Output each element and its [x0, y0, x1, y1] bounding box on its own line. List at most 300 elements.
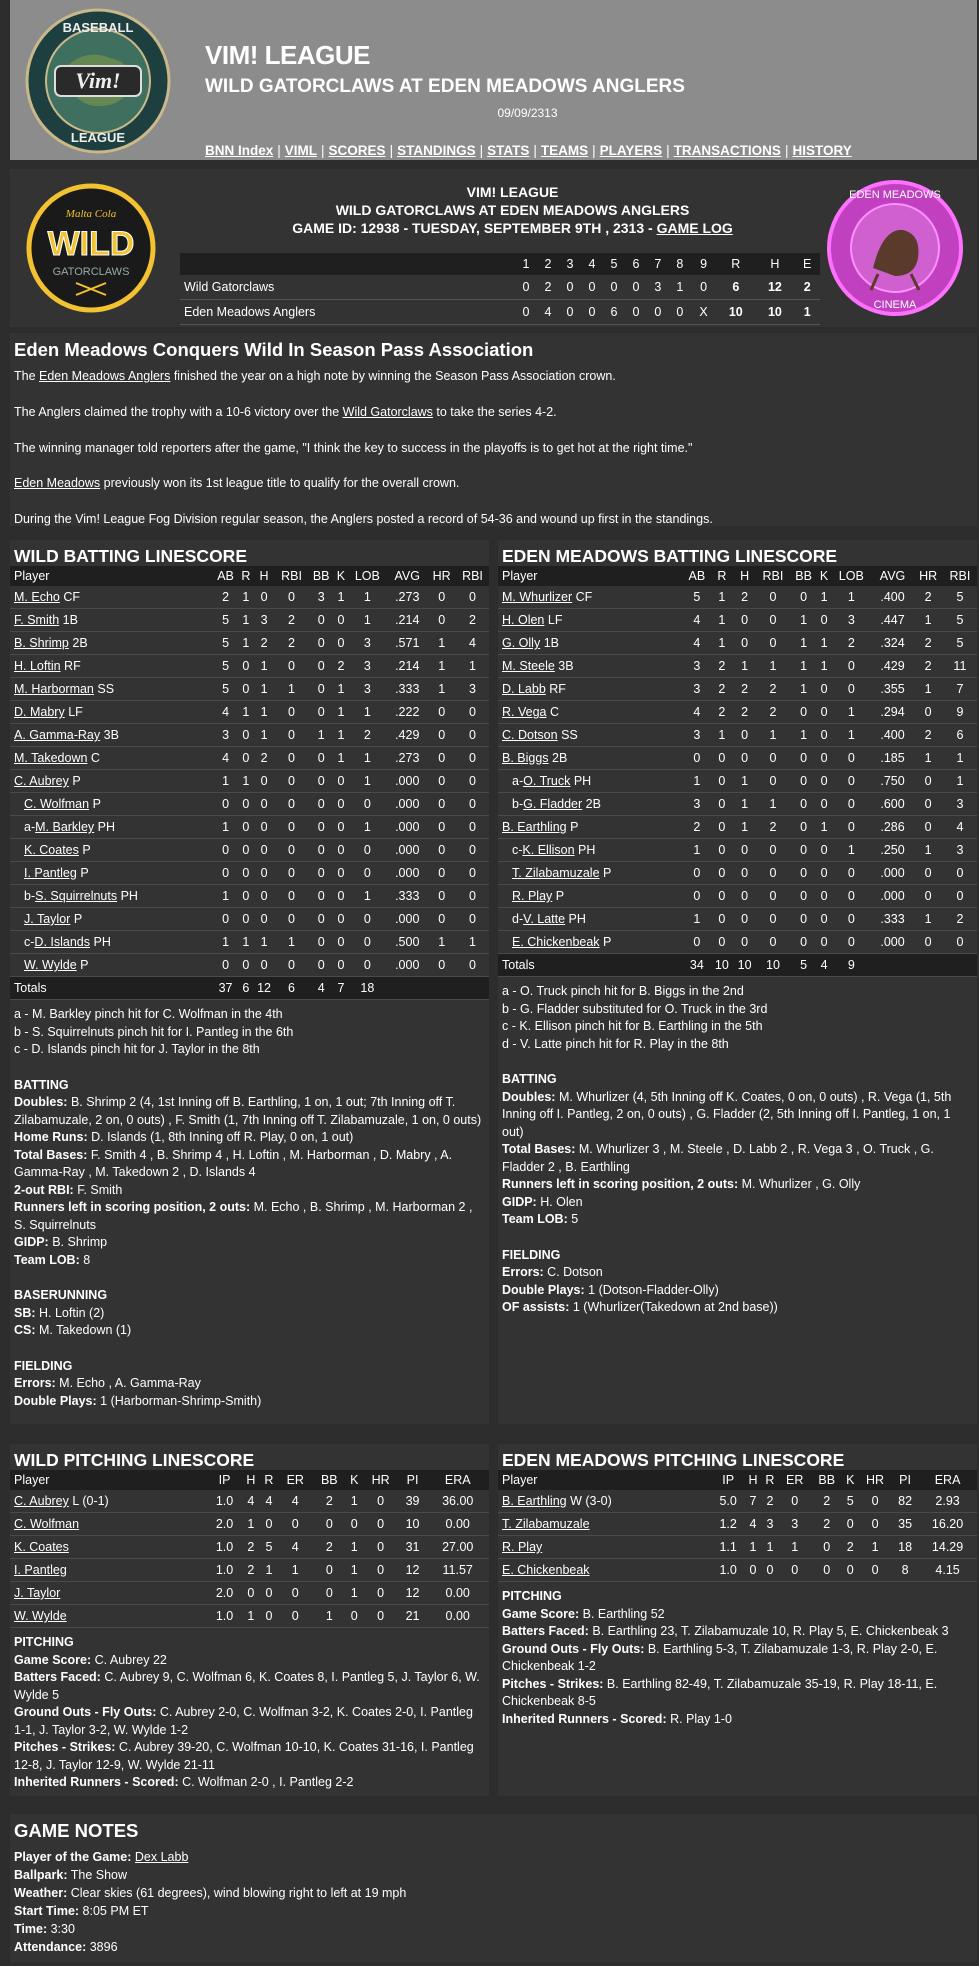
totals-cell: 37	[212, 977, 238, 1000]
box-linescore	[180, 253, 820, 325]
linescore-header: R	[716, 253, 755, 275]
player-cell	[498, 931, 683, 954]
totals-cell	[872, 954, 914, 977]
player-link[interactable]: B. Earthling	[502, 820, 567, 834]
stat-cell: .000	[872, 862, 914, 885]
stat-cell: 0	[456, 908, 489, 931]
svg-text:Vim!: Vim!	[75, 68, 121, 93]
stat-cell: 0	[790, 931, 817, 954]
stat-cell: 4	[212, 701, 238, 724]
stat-cell: 0	[733, 724, 756, 747]
player-link[interactable]: C. Aubrey	[14, 774, 69, 788]
stat-cell: 1	[348, 885, 388, 908]
column-header: HR	[858, 1470, 892, 1490]
attendance: Attendance: 3896	[14, 1940, 118, 1954]
stat-cell: 0	[253, 793, 275, 816]
stat-cell: 1	[253, 931, 275, 954]
linescore-header: 4	[581, 253, 603, 275]
stat-cell: 0	[239, 839, 253, 862]
totals-cell	[387, 977, 427, 1000]
player-link[interactable]: G. Olly	[502, 636, 541, 650]
pitcher-cell	[10, 1582, 207, 1605]
table-row	[10, 862, 489, 885]
stat-cell: 0	[427, 954, 456, 977]
stat-cell: 0	[756, 931, 790, 954]
column-header: ERA	[426, 1470, 489, 1490]
stat-cell: 2	[831, 632, 872, 655]
player-link[interactable]: K. Coates	[24, 843, 79, 857]
stat-cell: 0	[831, 655, 872, 678]
stat-cell: 0	[456, 862, 489, 885]
table-row	[10, 1513, 489, 1536]
player-position: LF	[68, 705, 83, 719]
player-link[interactable]: B. Shrimp	[14, 636, 69, 650]
player-link[interactable]: R. Vega	[502, 705, 547, 719]
player-position: C	[549, 705, 559, 719]
player-link[interactable]: K. Ellison	[522, 843, 575, 857]
game-score-note: Game Score: B. Earthling 52	[502, 1606, 665, 1621]
stat-cell: 0	[334, 862, 347, 885]
stat-cell: 1	[348, 586, 388, 609]
player-link[interactable]: T. Zilabamuzale	[512, 866, 600, 880]
player-link[interactable]: O. Truck	[523, 774, 571, 788]
pitcher-link[interactable]: E. Chickenbeak	[502, 1563, 590, 1577]
pitcher-link[interactable]: K. Coates	[14, 1540, 69, 1554]
stat-cell: 0	[913, 862, 943, 885]
stat-cell: 1	[348, 609, 388, 632]
stat-cell: 0	[456, 701, 489, 724]
eden-batting-title: EDEN MEADOWS BATTING LINESCORE	[502, 546, 838, 566]
table-row	[498, 1490, 977, 1513]
nav-link-viml[interactable]: VIML	[284, 143, 318, 158]
stat-cell: 0	[778, 1490, 811, 1513]
player-cell	[498, 885, 683, 908]
stat-cell: 1	[913, 747, 943, 770]
stat-cell: .400	[872, 724, 914, 747]
stat-cell: 1	[683, 908, 710, 931]
game-id-line: GAME ID: 12938 - TUESDAY, SEPTEMBER 9TH , 2313 - GAME LOG	[292, 220, 733, 236]
stat-cell: 0	[817, 885, 831, 908]
player-link[interactable]: I. Pantleg	[24, 866, 77, 880]
linescore-header: 1	[515, 253, 537, 275]
stat-cell: 0	[313, 1582, 346, 1605]
stat-cell: 1	[761, 1536, 778, 1559]
stat-cell: 0	[275, 655, 308, 678]
stat-cell: .214	[387, 609, 427, 632]
game-notes-body	[14, 1848, 406, 1956]
stat-cell: 1	[943, 747, 977, 770]
stat-cell: 1	[711, 586, 734, 609]
stat-cell: 1.2	[712, 1513, 745, 1536]
player-link[interactable]: G. Fladder	[523, 797, 583, 811]
column-header: H	[253, 566, 275, 586]
stat-cell: 0	[711, 839, 734, 862]
player-link[interactable]: D. Islands	[34, 935, 91, 949]
stat-cell: 12	[399, 1559, 427, 1582]
stat-cell: 0	[711, 908, 734, 931]
stat-cell: 1	[212, 816, 238, 839]
player-position: P	[555, 889, 565, 903]
pitcher-cell	[498, 1513, 712, 1536]
column-header: LOB	[348, 566, 388, 586]
stat-cell: 21	[399, 1605, 427, 1628]
stat-cell: 1	[790, 678, 817, 701]
stat-cell: 2	[348, 724, 388, 747]
stat-cell: 0	[348, 954, 388, 977]
totals-cell: 4	[817, 954, 831, 977]
stat-cell: 0	[275, 793, 308, 816]
player-link[interactable]: D. Labb	[502, 682, 546, 696]
player-link[interactable]: H. Loftin	[14, 659, 61, 673]
column-header: Player	[498, 566, 683, 586]
player-link[interactable]: J. Taylor	[24, 912, 71, 926]
stat-cell: 0	[239, 655, 253, 678]
table-row	[10, 1490, 489, 1513]
of-assists-note: OF assists: 1 (Whurlizer(Takedown at 2nd base))	[502, 1300, 778, 1314]
pitcher-cell	[10, 1559, 207, 1582]
stat-cell: 0	[858, 1513, 892, 1536]
nav-separator: |	[666, 143, 670, 158]
stat-cell: 1	[756, 655, 790, 678]
table-row	[498, 931, 977, 954]
stat-cell: 4	[456, 632, 489, 655]
column-header: RBI	[275, 566, 308, 586]
table-row	[10, 586, 489, 609]
stat-cell: 0	[239, 747, 253, 770]
stat-cell: .000	[387, 770, 427, 793]
player-of-game-link[interactable]: Dex Labb	[134, 1850, 189, 1864]
pitcher-link[interactable]: W. Wylde	[14, 1609, 67, 1623]
stat-cell: 1	[242, 1605, 260, 1628]
wild-footnotes	[14, 1006, 485, 1059]
player-position: CF	[575, 590, 593, 604]
stat-cell: 3	[943, 793, 977, 816]
player-position: PH	[93, 935, 111, 949]
stat-cell: 0	[308, 747, 334, 770]
column-header: Player	[498, 1470, 712, 1490]
stat-cell: 1	[427, 632, 456, 655]
stat-cell: 0	[260, 1582, 278, 1605]
stat-cell: 2	[913, 655, 943, 678]
player-position: P	[82, 843, 91, 857]
column-header: RBI	[943, 566, 977, 586]
player-link[interactable]: H. Olen	[502, 613, 545, 627]
stat-cell: 1	[334, 701, 347, 724]
player-position: PH	[573, 774, 592, 788]
player-cell	[10, 816, 212, 839]
stat-cell: 0	[790, 885, 817, 908]
player-link[interactable]: R. Play	[512, 889, 553, 903]
totals-cell: Totals	[10, 977, 212, 1000]
nav-link-standings[interactable]: STANDINGS	[397, 143, 476, 158]
game-summary-panel	[10, 169, 977, 327]
stat-cell: 0	[253, 839, 275, 862]
stat-cell: 18	[892, 1536, 918, 1559]
pitcher-link[interactable]: R. Play	[502, 1540, 543, 1554]
player-link[interactable]: A. Gamma-Ray	[14, 728, 101, 742]
wild-batting-notes	[10, 1000, 489, 1416]
player-link[interactable]: B. Biggs	[502, 751, 549, 765]
stat-cell: 2	[253, 747, 275, 770]
stat-cell: 0	[308, 609, 334, 632]
game-matchup: WILD GATORCLAWS AT EDEN MEADOWS ANGLERS	[335, 202, 690, 218]
stat-cell: 2	[212, 586, 238, 609]
pitcher-link[interactable]: I. Pantleg	[14, 1563, 67, 1577]
stat-cell: 0	[308, 678, 334, 701]
stat-cell: 0	[427, 908, 456, 931]
sub-prefix: b-	[24, 889, 36, 903]
stat-cell: 0	[278, 1605, 313, 1628]
stat-cell: 0	[334, 770, 347, 793]
player-link[interactable]: C. Wolfman	[24, 797, 90, 811]
stat-cell: 2	[711, 678, 734, 701]
stat-cell: 1.0	[207, 1605, 242, 1628]
player-link[interactable]: V. Latte	[523, 912, 566, 926]
stat-cell: 0	[817, 793, 831, 816]
player-link[interactable]: C. Dotson	[502, 728, 558, 742]
player-link[interactable]: M. Whurlizer	[502, 590, 573, 604]
column-header: AB	[212, 566, 238, 586]
inning-score: 0	[559, 275, 581, 300]
stat-cell: 0	[842, 1513, 858, 1536]
stat-cell: 1	[913, 908, 943, 931]
player-link[interactable]: M. Harborman	[14, 682, 94, 696]
stat-cell: 0	[842, 1559, 858, 1582]
pitching-notes-heading: PITCHING	[14, 1635, 74, 1649]
player-position: P	[570, 820, 579, 834]
player-cell	[10, 931, 212, 954]
player-link[interactable]: M. Takedown	[14, 751, 88, 765]
footnote: b - S. Squirrelnuts pinch hit for I. Pantleg in the 6th	[14, 1024, 294, 1039]
stat-cell: 2.0	[207, 1582, 242, 1605]
wild-batting-panel	[10, 540, 489, 1424]
stat-cell: 0	[761, 1559, 778, 1582]
stat-cell: 0	[817, 701, 831, 724]
stat-cell: 0	[363, 1582, 399, 1605]
stat-cell: 3	[683, 655, 710, 678]
player-cell	[498, 862, 683, 885]
game-log-link[interactable]: GAME LOG	[656, 220, 733, 236]
stat-cell: 3	[348, 632, 388, 655]
nav-link-scores[interactable]: SCORES	[328, 143, 386, 158]
stat-cell: 0	[711, 816, 734, 839]
player-link[interactable]: S. Squirrelnuts	[35, 889, 118, 903]
linescore-header: 6	[625, 253, 647, 275]
stat-cell: 0	[253, 770, 275, 793]
stat-cell: 0	[733, 862, 756, 885]
player-link[interactable]: M. Echo	[14, 590, 60, 604]
pitcher-link[interactable]: J. Taylor	[14, 1586, 61, 1600]
totals-cell: 12	[253, 977, 275, 1000]
stat-cell: 1	[313, 1605, 346, 1628]
pitcher-link[interactable]: C. Wolfman	[14, 1517, 80, 1531]
stat-cell: 0	[212, 839, 238, 862]
table-row	[498, 747, 977, 770]
player-cell	[498, 701, 683, 724]
wild-team-link[interactable]: Wild Gatorclaws	[342, 405, 433, 419]
column-header: BB	[308, 566, 334, 586]
stat-cell: 5.0	[712, 1490, 745, 1513]
nav-link-players[interactable]: PLAYERS	[599, 143, 663, 158]
stat-cell: 3	[683, 793, 710, 816]
stat-cell: 0	[733, 747, 756, 770]
stat-cell: 1	[275, 931, 308, 954]
stat-cell: 0.00	[426, 1513, 489, 1536]
stat-cell: .600	[872, 793, 914, 816]
table-row	[498, 724, 977, 747]
stat-cell: 0	[711, 885, 734, 908]
stat-cell: 82	[892, 1490, 918, 1513]
stat-cell: 4	[260, 1490, 278, 1513]
column-header: BB	[790, 566, 817, 586]
column-header: K	[346, 1470, 363, 1490]
stat-cell: 0	[308, 770, 334, 793]
stat-cell: 0	[831, 862, 872, 885]
inning-score: 1	[669, 275, 691, 300]
player-cell	[10, 724, 212, 747]
footnote: d - V. Latte pinch hit for R. Play in the 8th	[502, 1036, 729, 1051]
column-header: H	[744, 1470, 761, 1490]
footnote: b - G. Fladder substituted for O. Truck in the 3rd	[502, 1001, 768, 1016]
stat-cell: 1.0	[207, 1490, 242, 1513]
stat-cell: 0	[733, 632, 756, 655]
stat-cell: 1	[253, 724, 275, 747]
stat-cell: 4	[683, 701, 710, 724]
stat-cell: 0	[456, 747, 489, 770]
stat-cell: 0	[427, 770, 456, 793]
stat-cell: 0	[308, 931, 334, 954]
nav-link-teams[interactable]: TEAMS	[540, 143, 589, 158]
stat-cell: 1	[456, 931, 489, 954]
stat-cell: .750	[872, 770, 914, 793]
player-cell	[10, 655, 212, 678]
stat-cell: 7	[943, 678, 977, 701]
stat-cell: 0	[858, 1490, 892, 1513]
player-link[interactable]: D. Mabry	[14, 705, 65, 719]
sub-prefix: a-	[24, 820, 36, 834]
nav-link-stats[interactable]: STATS	[487, 143, 530, 158]
stat-cell: 10	[399, 1513, 427, 1536]
player-link[interactable]: F. Smith	[14, 613, 60, 627]
table-row	[498, 586, 977, 609]
stat-cell: 2	[811, 1490, 842, 1513]
stat-cell: 0	[242, 1582, 260, 1605]
stat-cell: 8	[892, 1559, 918, 1582]
stat-cell: 0	[831, 931, 872, 954]
linescore-header: 5	[603, 253, 625, 275]
stat-cell: 0	[363, 1513, 399, 1536]
stat-cell: 0	[790, 586, 817, 609]
table-row	[498, 655, 977, 678]
stat-cell: 2	[756, 678, 790, 701]
stat-cell: 0	[275, 954, 308, 977]
inning-score: 0	[603, 275, 625, 300]
column-header: IP	[712, 1470, 745, 1490]
player-link[interactable]: M. Barkley	[35, 820, 95, 834]
stat-cell: 2	[756, 816, 790, 839]
pitcher-link[interactable]: B. Earthling	[502, 1494, 567, 1508]
column-header: RBI	[456, 566, 489, 586]
stat-cell: 1	[239, 701, 253, 724]
player-cell	[498, 678, 683, 701]
stat-cell: 0	[239, 724, 253, 747]
nav-link-history[interactable]: HISTORY	[792, 143, 852, 158]
stat-cell: 0	[733, 839, 756, 862]
table-row	[10, 701, 489, 724]
story-headline: Eden Meadows Conquers Wild In Season Pass Association	[14, 339, 534, 360]
player-link[interactable]: E. Chickenbeak	[512, 935, 600, 949]
league-logo[interactable]	[25, 8, 171, 154]
stat-cell: 2.0	[207, 1513, 242, 1536]
eden-team-link[interactable]: Eden Meadows Anglers	[39, 369, 171, 383]
linescore-row	[180, 300, 820, 325]
stat-cell: 0	[733, 931, 756, 954]
stat-cell: 0	[790, 747, 817, 770]
stat-cell: .185	[872, 747, 914, 770]
svg-text:GATORCLAWS: GATORCLAWS	[52, 266, 130, 278]
stat-cell: 16.20	[918, 1513, 977, 1536]
stat-cell: 1	[346, 1490, 363, 1513]
pitching-notes-heading: PITCHING	[502, 1589, 562, 1603]
pitcher-link[interactable]: C. Aubrey	[14, 1494, 69, 1508]
stat-cell: .500	[387, 931, 427, 954]
stat-cell: 1.1	[712, 1536, 745, 1559]
stat-cell: .286	[872, 816, 914, 839]
totals-cell	[456, 977, 489, 1000]
linescore-row	[180, 275, 820, 300]
table-row	[10, 1605, 489, 1628]
column-header: BB	[313, 1470, 346, 1490]
stat-cell: 1	[427, 931, 456, 954]
weather: Weather: Clear skies (61 degrees), wind blowing right to left at 19 mph	[14, 1886, 407, 1900]
inning-score: 0	[669, 300, 691, 325]
sub-prefix: c-	[512, 843, 523, 857]
inherited-runners-note: Inherited Runners - Scored: R. Play 1-0	[502, 1711, 732, 1726]
pitcher-link[interactable]: T. Zilabamuzale	[502, 1517, 590, 1531]
player-link[interactable]: W. Wylde	[24, 958, 77, 972]
stat-cell: 0	[427, 609, 456, 632]
nav-link-transactions[interactable]: TRANSACTIONS	[673, 143, 781, 158]
stat-cell: .273	[387, 747, 427, 770]
totals-cell: 5	[790, 954, 817, 977]
stat-cell: 2	[733, 678, 756, 701]
stat-cell: .429	[387, 724, 427, 747]
stat-cell: 0	[811, 1536, 842, 1559]
stat-cell: 2	[756, 701, 790, 724]
linescore-header	[180, 253, 515, 275]
stat-cell: 0	[778, 1559, 811, 1582]
player-link[interactable]: M. Steele	[502, 659, 555, 673]
stat-cell: 1.0	[712, 1559, 745, 1582]
inning-score: 0	[559, 300, 581, 325]
stat-cell: 3	[778, 1513, 811, 1536]
stat-cell: 1	[817, 816, 831, 839]
stat-cell: 1	[733, 770, 756, 793]
table-row	[10, 954, 489, 977]
stat-cell: 1	[733, 793, 756, 816]
eden-team-link[interactable]: Eden Meadows	[14, 476, 101, 490]
column-header: R	[711, 566, 734, 586]
stat-cell: 0	[456, 816, 489, 839]
stat-cell: 0	[756, 862, 790, 885]
player-position: 2B	[72, 636, 88, 650]
sb-note: SB: H. Loftin (2)	[14, 1305, 105, 1320]
stat-cell: 1	[308, 724, 334, 747]
stat-cell: 1	[260, 1559, 278, 1582]
player-cell	[498, 770, 683, 793]
nav-link-bnn-index[interactable]: BNN Index	[205, 143, 274, 158]
stat-cell: 3	[683, 678, 710, 701]
